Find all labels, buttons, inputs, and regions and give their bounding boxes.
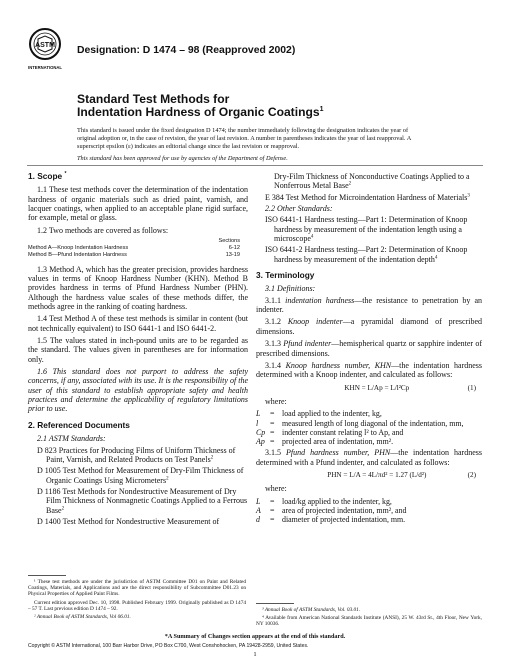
def-number: 3.1.2 bbox=[265, 317, 281, 327]
method-a-label: Method A—Knoop Indentation Hardness bbox=[28, 245, 129, 252]
reference-d1186-text: D 1186 Test Methods for Nondestructive Measurement of Dry Film Thickness of Nonmagnetic Coatings Applied to a Ferrous Base bbox=[37, 486, 248, 515]
def-term: indentation hardness bbox=[285, 295, 355, 305]
reference-d1005 bbox=[28, 466, 248, 485]
reference-iso-6441-2 bbox=[256, 245, 482, 264]
methods-table-row bbox=[28, 245, 248, 252]
equation-1 bbox=[256, 384, 482, 393]
other-standards-label: 2.2 Other Standards: bbox=[265, 204, 333, 214]
footnote-1-history: Current edition approved Dec. 10, 1998. Published February 1999. Originally published as D 1474 – 57 T. Last previous edition D 1474 – 92. bbox=[28, 599, 246, 612]
definition-3-1-4 bbox=[256, 361, 482, 380]
footnote-mark: 3 bbox=[467, 193, 470, 199]
footnote-1: ¹ These test methods are under the jurisdiction of ASTM Committee D01 on Paint and Related Coatings, Materials, and Applications and are the direct responsibility of Subcommittee D01.23 on Physical Properties of Applied Paint Films. bbox=[28, 579, 246, 598]
variable-description: measured length of long diagonal of the indentation, mm, bbox=[282, 418, 464, 428]
astm-logo bbox=[27, 27, 63, 75]
section-references-heading: 2. Referenced Documents bbox=[28, 419, 130, 430]
section-scope-heading bbox=[28, 172, 248, 181]
def-number: 3.1.3 bbox=[265, 339, 281, 349]
methods-table-header bbox=[28, 238, 248, 245]
variable-description: indenter constant relating l² to Ap, and bbox=[282, 427, 404, 437]
title-line-2 bbox=[77, 106, 323, 119]
method-b-label: Method B—Pfund Indentation Hardness bbox=[28, 252, 127, 259]
def-text: —the indentation hardness determined with a Knoop indenter, and calculated as follows: bbox=[256, 360, 483, 380]
scope-heading-mark: * bbox=[64, 171, 67, 178]
variable-symbol: L bbox=[256, 409, 261, 419]
def-number: 3.1.4 bbox=[265, 360, 281, 370]
variable-symbol: Ap bbox=[256, 437, 265, 447]
def-number: 3.1.5 bbox=[265, 448, 281, 458]
equation-1-formula: KHN = L/Ap = L/l²Cp bbox=[344, 383, 410, 392]
sections-header: Sections bbox=[218, 238, 240, 245]
footnote-4: ⁴ Available from American National Standards Institute (ANSI), 25 W. 43rd St., 4th Floor, New York, NY 10036. bbox=[256, 615, 482, 628]
variable-symbol: d bbox=[256, 515, 260, 525]
variable-row: L = load applied to the indenter, kg, bbox=[256, 409, 482, 418]
variable-description: load applied to the indenter, kg, bbox=[282, 409, 382, 419]
left-column bbox=[28, 172, 248, 528]
equation-2-number: (2) bbox=[467, 471, 476, 480]
reference-iso1-text: ISO 6441-1 Hardness testing—Part 1: Determination of Knoop hardness by measurement of the indentation length using a microscope bbox=[265, 215, 468, 244]
scope-1-5: 1.5 The values stated in inch-pound units are to be regarded as the standard. The values given in parentheses are for information only. bbox=[28, 336, 248, 364]
footnotes-right bbox=[256, 607, 482, 630]
def-text: —the resistance to penetration by an indenter. bbox=[256, 295, 482, 315]
variable-row: Ap = projected area of indentation, mm². bbox=[256, 437, 482, 446]
reference-d1186 bbox=[28, 487, 248, 515]
definition-3-1-3 bbox=[256, 339, 482, 358]
footnotes-left bbox=[28, 579, 246, 622]
def-text: —the indentation hardness determined with a Pfund indenter, and calculated as follows: bbox=[256, 448, 482, 467]
def-number: 3.1.1 bbox=[265, 295, 281, 305]
variable-symbol: L bbox=[256, 496, 261, 506]
title-line-2-text: Indentation Hardness of Organic Coatings bbox=[77, 105, 320, 119]
where-label: where: bbox=[265, 484, 287, 494]
variable-symbol: A bbox=[256, 506, 261, 516]
definitions-label: 3.1 Definitions: bbox=[265, 284, 316, 294]
variable-row: Cp = indenter constant relating l² to Ap, and bbox=[256, 428, 482, 437]
footnote-mark: 2 bbox=[348, 181, 352, 187]
def-term: Knoop hardness number, KHN bbox=[285, 360, 392, 370]
reference-iso2-text: ISO 6441-2 Hardness testing—Part 2: Determination of Knoop hardness by measurement of the indentation depth bbox=[265, 245, 468, 264]
method-a-sections: 6-12 bbox=[228, 245, 240, 252]
variable-row: L = load/kg applied to the indenter, kg, bbox=[256, 497, 482, 506]
methods-table bbox=[28, 238, 248, 260]
def-text: —a pyramidal diamond of prescribed dimensions. bbox=[256, 317, 483, 336]
methods-table-row bbox=[28, 252, 248, 259]
reference-d823 bbox=[28, 446, 248, 465]
footnote-mark: 4 bbox=[310, 234, 314, 240]
method-b-sections: 13-19 bbox=[225, 252, 240, 259]
svg-text:ASTM: ASTM bbox=[35, 42, 55, 49]
reference-e384 bbox=[256, 193, 482, 202]
def-term: Pfund indenter bbox=[283, 339, 332, 349]
variable-row: l = measured length of long diagonal of the indentation, mm, bbox=[256, 419, 482, 428]
right-column bbox=[256, 172, 482, 525]
footnote-2: ² Annual Book of ASTM Standards, Vol 06.01. bbox=[34, 614, 131, 621]
variable-symbol: Cp bbox=[256, 427, 266, 437]
svg-text:INTERNATIONAL: INTERNATIONAL bbox=[28, 65, 62, 70]
designation: Designation: D 1474 – 98 (Reapproved 2002) bbox=[77, 45, 296, 56]
definition-3-1-5 bbox=[256, 448, 482, 467]
variable-row: d = diameter of projected indentation, mm. bbox=[256, 515, 482, 524]
page-number: 1 bbox=[253, 651, 257, 658]
reference-d1400-start: D 1400 Test Method for Nondestructive Measurement of bbox=[37, 516, 220, 526]
definition-3-1-2 bbox=[256, 317, 482, 336]
copyright-line: Copyright © ASTM International, 100 Barr Harbor Drive, PO Box C700, West Conshohocken, PA 19428-2959, United States. bbox=[28, 643, 309, 649]
standard-title bbox=[77, 93, 323, 119]
variable-description: projected area of indentation, mm². bbox=[282, 437, 394, 447]
scope-heading-text: 1. Scope bbox=[28, 171, 63, 181]
scope-1-2: 1.2 Two methods are covered as follows: bbox=[37, 225, 169, 235]
variable-description: load/kg applied to the indenter, kg, bbox=[282, 496, 392, 506]
variable-description: area of projected indentation, mm², and bbox=[282, 506, 407, 516]
footnote-mark: 2 bbox=[210, 455, 214, 461]
where-label: where: bbox=[265, 396, 287, 406]
reference-e384-text: E 384 Test Method for Microindentation Hardness of Materials bbox=[265, 192, 468, 202]
scope-1-1: 1.1 These test methods cover the determination of the indentation hardness of organic materials such as dried paint, varnish, and lacquer coatings, when applied to an acceptable plane rigid surface, for example, metal or glass. bbox=[28, 185, 248, 223]
reference-d1400-continued: Dry-Film Thickness of Nonconductive Coatings Applied to a Nonferrous Metal Base$^2$ bbox=[274, 172, 470, 191]
footnote-mark: 2 bbox=[61, 505, 65, 511]
scope-1-3: 1.3 Method A, which has the greater precision, provides hardness values in terms of Knoop Hardness Number (KHN). Method B provides hardness in terms of Pfund Hardness Number (PHN). Although the hardness value scales of these methods differ, the methods agree in the ranking of coating hardness. bbox=[28, 264, 248, 312]
reference-iso-6441-1 bbox=[256, 215, 482, 243]
def-term: Pfund hardness number, PHN bbox=[286, 448, 391, 458]
reference-d1005-text: D 1005 Test Method for Measurement of Dry-Film Thickness of Organic Coatings Using Micrometers bbox=[37, 466, 244, 485]
reference-d823-text: D 823 Practices for Producing Films of Uniform Thickness of Paint, Varnish, and Related Products on Test Panels bbox=[37, 445, 236, 464]
variable-description: diameter of projected indentation, mm. bbox=[282, 515, 406, 525]
footnote-rule bbox=[256, 603, 294, 604]
footnote-rule bbox=[28, 575, 66, 576]
footnote-mark: 4 bbox=[434, 255, 438, 261]
equation-2 bbox=[256, 471, 482, 480]
header-divider bbox=[27, 165, 483, 166]
standard-notice: This standard is issued under the fixed designation D 1474; the number immediately following the designation indicates the year of original adoption or, in the case of revision, the year of last revision. A number in parentheses indicates the year of last reapproval. A superscript epsilon (ε) indicates an editorial change since the last revision or reapproval. bbox=[77, 127, 411, 151]
scope-1-4: 1.4 Test Method A of these test methods is similar in content (but not technically equivalent) to ISO 6441-1 and ISO 6441-2. bbox=[28, 314, 248, 333]
variable-row: A = area of projected indentation, mm², and bbox=[256, 506, 482, 515]
def-text: —hemispherical quartz or sapphire indenter of prescribed dimensions. bbox=[256, 339, 482, 358]
equation-1-number: (1) bbox=[467, 383, 476, 392]
def-term: Knoop indenter bbox=[287, 317, 343, 327]
definition-3-1-1 bbox=[256, 296, 482, 315]
title-line-1: Standard Test Methods for bbox=[77, 92, 230, 106]
footnote-mark: 2 bbox=[166, 475, 169, 481]
summary-of-changes-note: *A Summary of Changes section appears at the end of this standard. bbox=[164, 633, 346, 640]
title-footnote-mark: 1 bbox=[319, 105, 324, 113]
dod-approval-note: This standard has been approved for use by agencies of the Department of Defense. bbox=[77, 155, 288, 162]
scope-1-6: 1.6 This standard does not purport to address the safety concerns, if any, associated with its use. It is the responsibility of the user of this standard to establish appropriate safety and health practices and determine the applicability of regulatory limitations prior to use. bbox=[28, 367, 248, 414]
section-terminology-heading: 3. Terminology bbox=[256, 270, 315, 281]
footnote-3: ³ Annual Book of ASTM Standards, Vol. 03.01. bbox=[262, 607, 361, 613]
equation-2-formula: PHN = L/A = 4L/πd² = 1.27 (L/d²) bbox=[327, 471, 427, 480]
variable-symbol: l bbox=[256, 418, 259, 428]
astm-standards-label: 2.1 ASTM Standards: bbox=[37, 434, 106, 444]
